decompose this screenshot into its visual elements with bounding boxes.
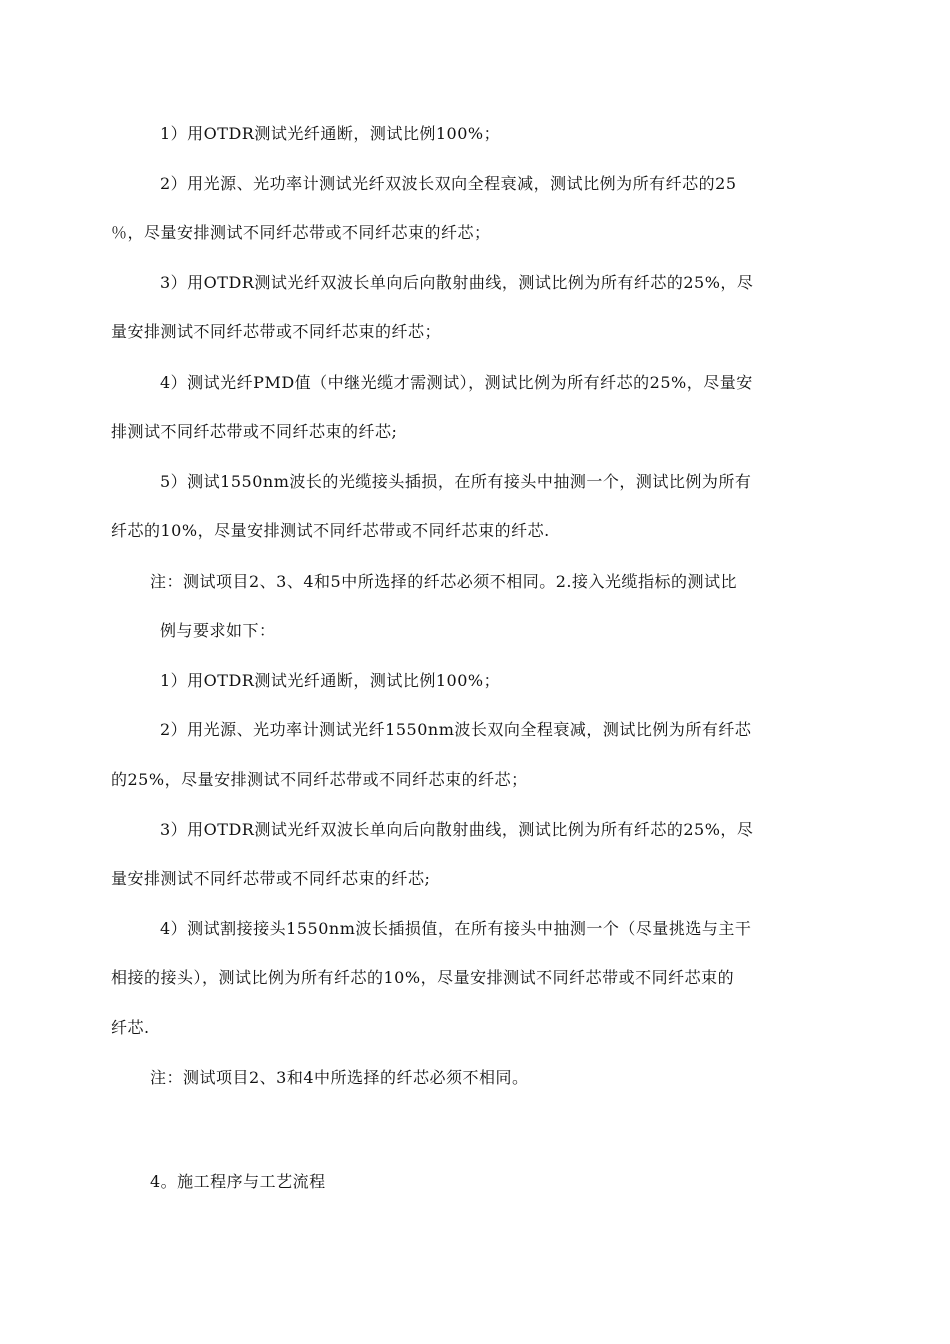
text-line: 纤芯. [111, 1018, 150, 1037]
note-line: 注：测试项目2、3和4中所选择的纤芯必须不相同。 [150, 1068, 529, 1087]
text-line: ％，尽量安排测试不同纤芯带或不同纤芯束的纤芯； [111, 223, 491, 242]
text-line: 1）用OTDR测试光纤通断，测试比例100%； [160, 671, 501, 690]
text-line: 5）测试1550nm波长的光缆接头插损，在所有接头中抽测一个，测试比例为所有 [160, 472, 752, 491]
text-line: 量安排测试不同纤芯带或不同纤芯束的纤芯; [111, 869, 431, 888]
section-heading: 4。施工程序与工艺流程 [150, 1172, 326, 1191]
text-line: 2）用光源、光功率计测试光纤1550nm波长双向全程衰减，测试比例为所有纤芯 [160, 720, 752, 739]
text-line: 量安排测试不同纤芯带或不同纤芯束的纤芯； [111, 322, 442, 341]
text-line: 排测试不同纤芯带或不同纤芯束的纤芯; [111, 422, 398, 441]
text-line: 3）用OTDR测试光纤双波长单向后向散射曲线，测试比例为所有纤芯的25%，尽 [160, 273, 754, 292]
text-line: 4）测试割接接头1550nm波长插损值，在所有接头中抽测一个（尽量挑选与主干 [160, 919, 752, 938]
text-line: 例与要求如下： [160, 621, 276, 640]
text-line: 4）测试光纤PMD值（中继光缆才需测试），测试比例为所有纤芯的25%，尽量安 [160, 373, 753, 392]
text-line: 的25%，尽量安排测试不同纤芯带或不同纤芯束的纤芯； [111, 770, 528, 789]
text-line: 1）用OTDR测试光纤通断，测试比例100%； [160, 124, 501, 143]
text-line: 纤芯的10%，尽量安排测试不同纤芯带或不同纤芯束的纤芯. [111, 521, 550, 540]
text-line: 2）用光源、光功率计测试光纤双波长双向全程衰减，测试比例为所有纤芯的25 [160, 174, 737, 193]
text-line: 3）用OTDR测试光纤双波长单向后向散射曲线，测试比例为所有纤芯的25%，尽 [160, 820, 754, 839]
text-line: 相接的接头），测试比例为所有纤芯的10%，尽量安排测试不同纤芯带或不同纤芯束的 [111, 968, 735, 987]
note-line: 注：测试项目2、3、4和5中所选择的纤芯必须不相同。2.接入光缆指标的测试比 [150, 572, 737, 591]
